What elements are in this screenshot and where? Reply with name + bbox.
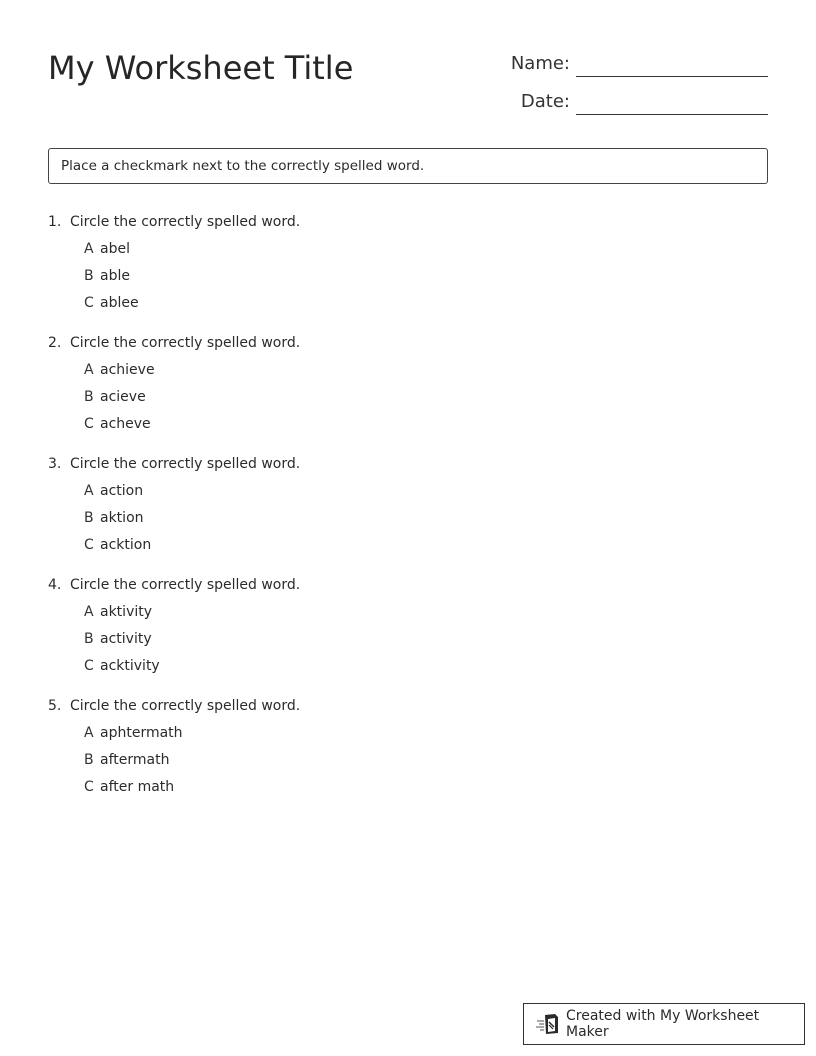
answer-option[interactable]	[84, 293, 748, 313]
question-list	[48, 212, 748, 817]
option-letter: B	[84, 510, 94, 526]
answer-option[interactable]	[84, 414, 748, 434]
option-letter: B	[84, 752, 94, 768]
option-letter: C	[84, 779, 94, 795]
answer-option[interactable]	[84, 750, 748, 770]
answer-option[interactable]	[84, 723, 748, 743]
option-text: abel	[100, 241, 130, 257]
answer-option[interactable]	[84, 508, 748, 528]
question-prompt: Circle the correctly spelled word.	[70, 335, 301, 351]
question-number: 4.	[48, 577, 62, 593]
option-text: after math	[100, 779, 175, 795]
option-text: aktion	[100, 510, 144, 526]
question-number: 1.	[48, 214, 62, 230]
answer-option[interactable]	[84, 535, 748, 555]
option-text: achieve	[100, 362, 155, 378]
name-blank-line[interactable]	[576, 50, 768, 77]
option-text: aphtermath	[100, 725, 183, 741]
answer-option[interactable]	[84, 360, 748, 380]
question-number: 2.	[48, 335, 62, 351]
option-letter: A	[84, 241, 94, 257]
answer-option[interactable]	[84, 656, 748, 676]
option-text: activity	[100, 631, 152, 647]
option-text: acheve	[100, 416, 151, 432]
option-text: aktivity	[100, 604, 153, 620]
option-text: able	[100, 268, 130, 284]
instructions-box: Place a checkmark next to the correctly spelled word.	[48, 148, 768, 184]
question-prompt: Circle the correctly spelled word.	[70, 214, 301, 230]
option-letter: C	[84, 295, 94, 311]
question-prompt: Circle the correctly spelled word.	[70, 577, 301, 593]
question-item	[48, 454, 748, 555]
option-letter: B	[84, 389, 94, 405]
question-number: 5.	[48, 698, 62, 714]
question-item	[48, 333, 748, 434]
option-letter: B	[84, 631, 94, 647]
option-list	[48, 360, 748, 434]
option-text: aftermath	[100, 752, 170, 768]
date-blank-line[interactable]	[576, 88, 768, 115]
date-label: Date:	[520, 91, 570, 112]
worksheet-maker-logo-icon	[536, 1013, 560, 1035]
option-letter: C	[84, 537, 94, 553]
option-letter: A	[84, 725, 94, 741]
option-letter: A	[84, 604, 94, 620]
option-list	[48, 239, 748, 313]
question-item	[48, 696, 748, 797]
date-field-row	[521, 88, 768, 115]
option-list	[48, 481, 748, 555]
answer-option[interactable]	[84, 602, 748, 622]
question-prompt: Circle the correctly spelled word.	[70, 698, 301, 714]
answer-option[interactable]	[84, 387, 748, 407]
answer-option[interactable]	[84, 777, 748, 797]
name-label: Name:	[510, 53, 570, 74]
question-prompt: Circle the correctly spelled word.	[70, 456, 301, 472]
question-number: 3.	[48, 456, 62, 472]
name-field-row	[511, 50, 768, 77]
option-letter: A	[84, 483, 94, 499]
option-text: acktion	[100, 537, 152, 553]
worksheet-title: My Worksheet Title	[48, 49, 354, 87]
option-list	[48, 723, 748, 797]
answer-option[interactable]	[84, 239, 748, 259]
option-text: action	[100, 483, 144, 499]
answer-option[interactable]	[84, 629, 748, 649]
option-text: ablee	[100, 295, 139, 311]
answer-option[interactable]	[84, 266, 748, 286]
question-item	[48, 575, 748, 676]
option-letter: B	[84, 268, 94, 284]
question-item	[48, 212, 748, 313]
option-list	[48, 602, 748, 676]
option-letter: C	[84, 658, 94, 674]
created-with-label: Created with My Worksheet Maker	[566, 1008, 760, 1040]
option-letter: A	[84, 362, 94, 378]
created-with-badge[interactable]	[523, 1003, 805, 1045]
option-text: acieve	[100, 389, 146, 405]
option-letter: C	[84, 416, 94, 432]
answer-option[interactable]	[84, 481, 748, 501]
option-text: acktivity	[100, 658, 160, 674]
